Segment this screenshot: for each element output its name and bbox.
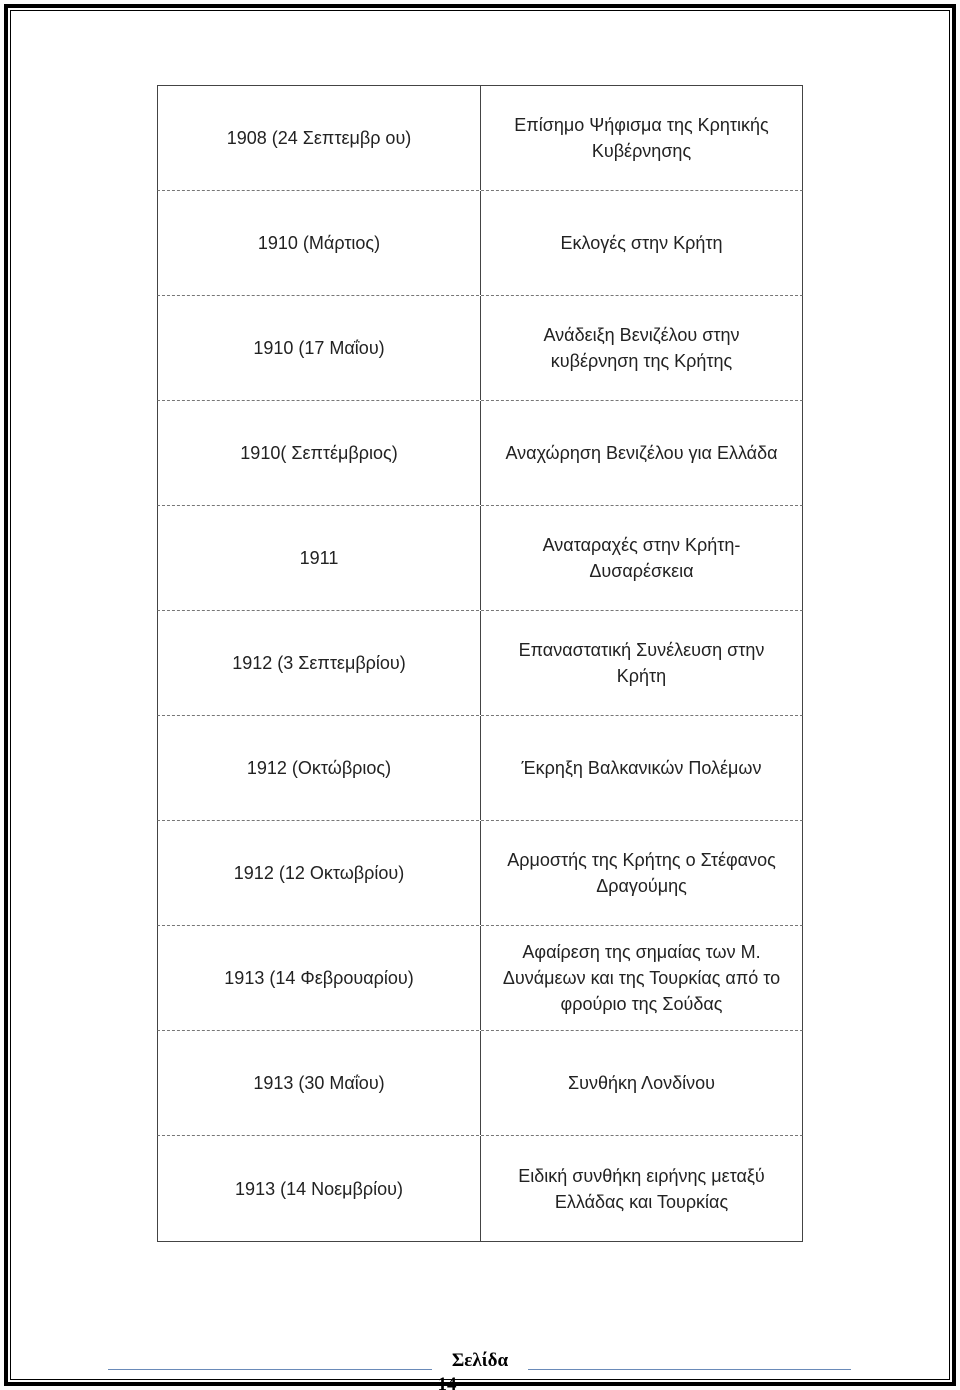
- date-cell: 1912 (3 Σεπτεμβρίου): [158, 611, 481, 715]
- event-cell: Αφαίρεση της σημαίας των Μ. Δυνάμεων και της Τουρκίας από το φρούριο της Σούδας: [502, 942, 781, 1014]
- date-cell: 1913 (14 Νοεμβρίου): [158, 1136, 481, 1241]
- table-row: [157, 1030, 803, 1135]
- table-row: [157, 295, 803, 400]
- date-cell: 1908 (24 Σεπτεμβρ ου): [158, 86, 481, 190]
- page-number: 14: [437, 1374, 457, 1390]
- date-cell: 1912 (12 Οκτωβρίου): [158, 821, 481, 925]
- timeline-table: [157, 85, 803, 1242]
- event-cell: Συνθήκη Λονδίνου: [568, 1073, 715, 1093]
- date-cell: 1913 (30 Μαΐου): [158, 1031, 481, 1135]
- table-row: [157, 820, 803, 925]
- event-cell: Έκρηξη Βαλκανικών Πολέμων: [521, 758, 762, 778]
- event-cell: Ανάδειξη Βενιζέλου στην κυβέρνηση της Κρήτης: [543, 325, 740, 371]
- table-row: [157, 715, 803, 820]
- date-cell: 1911: [158, 506, 481, 610]
- table-row: [157, 190, 803, 295]
- event-cell: Εκλογές στην Κρήτη: [560, 233, 723, 253]
- page-footer: [0, 1349, 960, 1390]
- date-cell: 1910 (Μάρτιος): [158, 191, 481, 295]
- event-cell: Ειδική συνθήκη ειρήνης μεταξύ Ελλάδας και Τουρκίας: [518, 1165, 765, 1212]
- table-row: [157, 85, 803, 190]
- table-row: [157, 1135, 803, 1242]
- table-row: [157, 610, 803, 715]
- event-cell: Επαναστατική Συνέλευση στην Κρήτη: [518, 640, 765, 686]
- table-row: [157, 505, 803, 610]
- footer-divider-right: [528, 1369, 851, 1370]
- footer-divider-left: [108, 1369, 432, 1370]
- date-cell: 1912 (Οκτώβριος): [158, 716, 481, 820]
- table-row: [157, 400, 803, 505]
- date-cell: 1910 (17 Μαΐου): [158, 296, 481, 400]
- event-cell: Αναταραχές στην Κρήτη- Δυσαρέσκεια: [542, 535, 741, 581]
- table-row: [157, 925, 803, 1030]
- event-cell: Αναχώρηση Βενιζέλου για Ελλάδα: [505, 443, 778, 463]
- page-label: Σελίδα: [451, 1350, 509, 1371]
- event-cell: Επίσημο Ψήφισμα της Κρητικής Κυβέρνησης: [514, 115, 769, 161]
- date-cell: 1910( Σεπτέμβριος): [158, 401, 481, 505]
- event-cell: Αρμοστής της Κρήτης ο Στέφανος Δραγούμης: [507, 850, 776, 896]
- date-cell: 1913 (14 Φεβρουαρίου): [158, 926, 481, 1030]
